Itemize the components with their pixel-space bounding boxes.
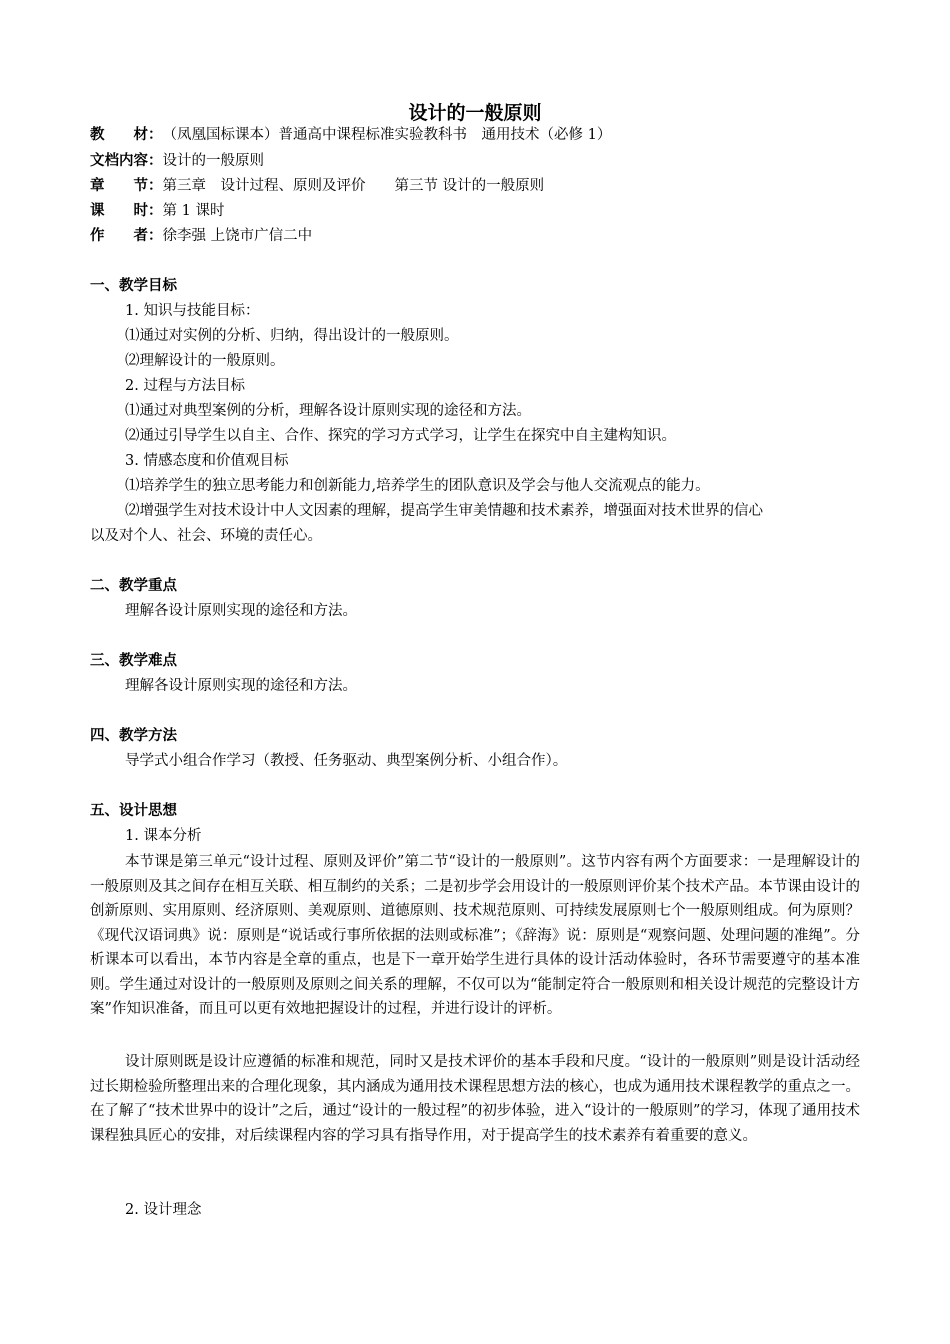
body-paragraph: 本节课是第三单元“设计过程、原则及评价”第二节“设计的一般原则”。这节内容有两个方面要求：一是理解设计的一般原则及其之间存在相互关联、相互制约的关系；二是初步学会用设计的一般原则评价某个技术产品。本节课由设计的创新原则、实用原则、经济原则、美观原则、道德原则、技术规范原则、可持续发展原则七个一般原则组成。何为原则？《现代汉语词典》说：原则是“说话或行事所依据的法则或标准”；《辞海》说：原则是“观察问题、处理问题的准绳”。分析课本可以看出，本节内容是全章的重点，也是下一章开始学生进行具体的设计活动体验时，各环节需要遵守的基本准则。学生通过对设计的一般原则及原则之间关系的理解，不仅可以为“能制定符合一般原则和相关设计规范的完整设计方案”作知识准备，而且可以更有效地把握设计的过程，并进行设计的评析。 <box>90 854 860 1017</box>
section-heading-difficulties: 三、教学难点 <box>90 653 177 669</box>
meta-period <box>90 201 224 221</box>
meta-label: 作 者： <box>90 228 163 244</box>
objective-line: ⑴培养学生的独立思考能力和创新能力,培养学生的团队意识及学会与他人交流观点的能力。 <box>125 478 710 494</box>
document-title: 设计的一般原则 <box>408 102 542 124</box>
meta-value: 第 1 课时 <box>162 203 225 219</box>
section-heading-objectives: 一、教学目标 <box>90 278 177 294</box>
objective-line: ⑴通过对实例的分析、归纳，得出设计的一般原则。 <box>125 328 459 344</box>
meta-value: 徐李强 上饶市广信二中 <box>162 228 313 244</box>
meta-value: （凤凰国标课本）普通高中课程标准实验教科书 通用技术（必修 1） <box>162 127 612 143</box>
section-heading-methods: 四、教学方法 <box>90 728 177 744</box>
objective-line: 3. 情感态度和价值观目标 <box>125 453 289 469</box>
meta-content <box>90 151 264 171</box>
objective-line: 2. 过程与方法目标 <box>125 378 245 394</box>
meta-chapter <box>90 176 544 196</box>
body-paragraph: 设计原则既是设计应遵循的标准和规范，同时又是技术评价的基本手段和尺度。“设计的一般原则”则是设计活动经过长期检验所整理出来的合理化现象，其内涵成为通用技术课程思想方法的核心，也成为通用技术课程教学的重点之一。在了解了“技术世界中的设计”之后，通过“设计的一般过程”的初步体验，进入“设计的一般原则”的学习，体现了通用技术课程独具匠心的安排，对后续课程内容的学习具有指导作用，对于提高学生的技术素养有着重要的意义。 <box>90 1054 860 1144</box>
section-text: 导学式小组合作学习（教授、任务驱动、典型案例分析、小组合作）。 <box>125 753 568 769</box>
section-text: 理解各设计原则实现的途径和方法。 <box>125 603 357 619</box>
section-heading-design-thinking: 五、设计思想 <box>90 803 177 819</box>
section-heading-key-points: 二、教学重点 <box>90 578 177 594</box>
objective-line: ⑴通过对典型案例的分析，理解各设计原则实现的途径和方法。 <box>125 403 531 419</box>
meta-value: 设计的一般原则 <box>162 153 264 169</box>
section-text: 理解各设计原则实现的途径和方法。 <box>125 678 357 694</box>
meta-label: 文档内容： <box>90 153 163 169</box>
meta-author <box>90 226 312 246</box>
meta-value: 第三章 设计过程、原则及评价 第三节 设计的一般原则 <box>162 178 545 194</box>
subsection-heading: 2. 设计理念 <box>125 1202 202 1218</box>
meta-label: 教 材： <box>90 127 163 143</box>
meta-label: 章 节： <box>90 178 163 194</box>
objective-line: 以及对个人、社会、环境的责任心。 <box>90 528 322 544</box>
objective-line: 1. 知识与技能目标： <box>125 303 260 319</box>
meta-textbook <box>90 125 611 145</box>
objective-line: ⑵增强学生对技术设计中人文因素的理解，提高学生审美情趣和技术素养，增强面对技术世界的信心 <box>125 503 763 519</box>
subsection-heading: 1. 课本分析 <box>125 828 202 844</box>
objective-line: ⑵理解设计的一般原则。 <box>125 353 285 369</box>
meta-label: 课 时： <box>90 203 163 219</box>
objective-line: ⑵通过引导学生以自主、合作、探究的学习方式学习，让学生在探究中自主建构知识。 <box>125 428 676 444</box>
